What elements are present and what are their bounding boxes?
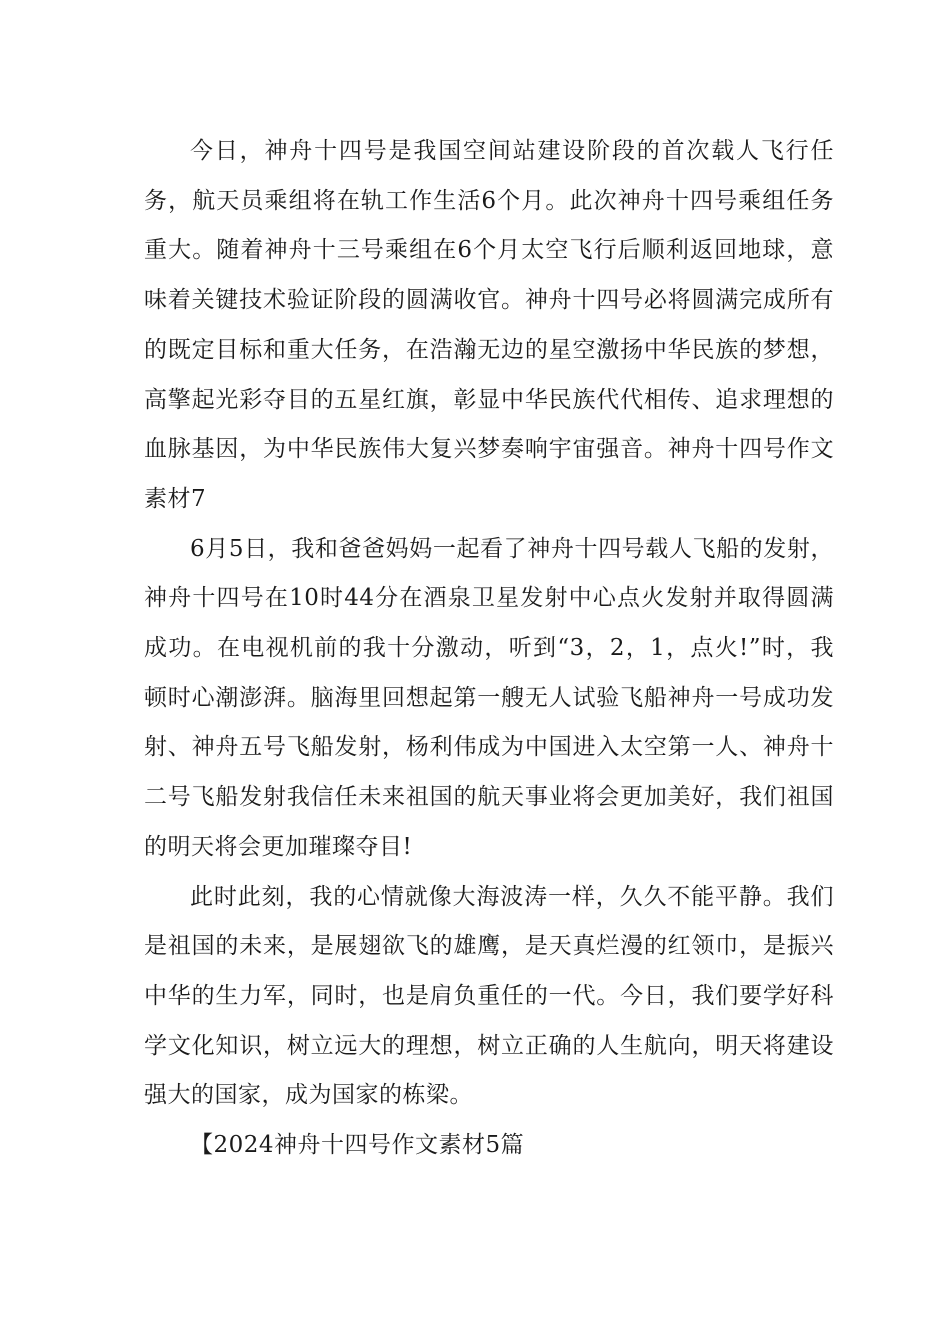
paragraph-4-title: 【2024神舟十四号作文素材5篇 [190,1132,525,1159]
paragraph-1: 今日，神舟十四号是我国空间站建设阶段的首次载人飞行任务，航天员乘组将在轨工作生活6个月。此次神舟十四号乘组任务重大。随着神舟十三号乘组在6个月太空飞行后顺利返回地球，意味着关键技术验证阶段的圆满收官。神舟十四号必将圆满完成所有的既定目标和重大任务，在浩瀚无边的星空激扬中华民族的梦想，高擎起光彩夺目的五星红旗，彰显中华民族代代相传、追求理想的血脉基因，为中华民族伟大复兴梦奏响宇宙强音。神舟十四号作文素材7 [144,138,834,512]
paragraph-2: 6月5日，我和爸爸妈妈一起看了神舟十四号载人飞船的发射，神舟十四号在10时44分在酒泉卫星发射中心点火发射并取得圆满成功。在电视机前的我十分激动，听到“3，2，1，点火!”时，我顿时心潮澎湃。脑海里回想起第一艘无人试验飞船神舟一号成功发射、神舟五号飞船发射，杨利伟成为中国进入太空第一人、神舟十二号飞船发射我信任未来祖国的航天事业将会更加美好，我们祖国的明天将会更加璀璨夺目! [144,535,834,860]
paragraph-3: 此时此刻，我的心情就像大海波涛一样，久久不能平静。我们是祖国的未来，是展翅欲飞的雄鹰，是天真烂漫的红领巾，是振兴中华的生力军，同时，也是肩负重任的一代。今日，我们要学好科学文化知识，树立远大的理想，树立正确的人生航向，明天将建设强大的国家，成为国家的栋梁。 [144,883,834,1109]
document-body [144,127,834,1171]
